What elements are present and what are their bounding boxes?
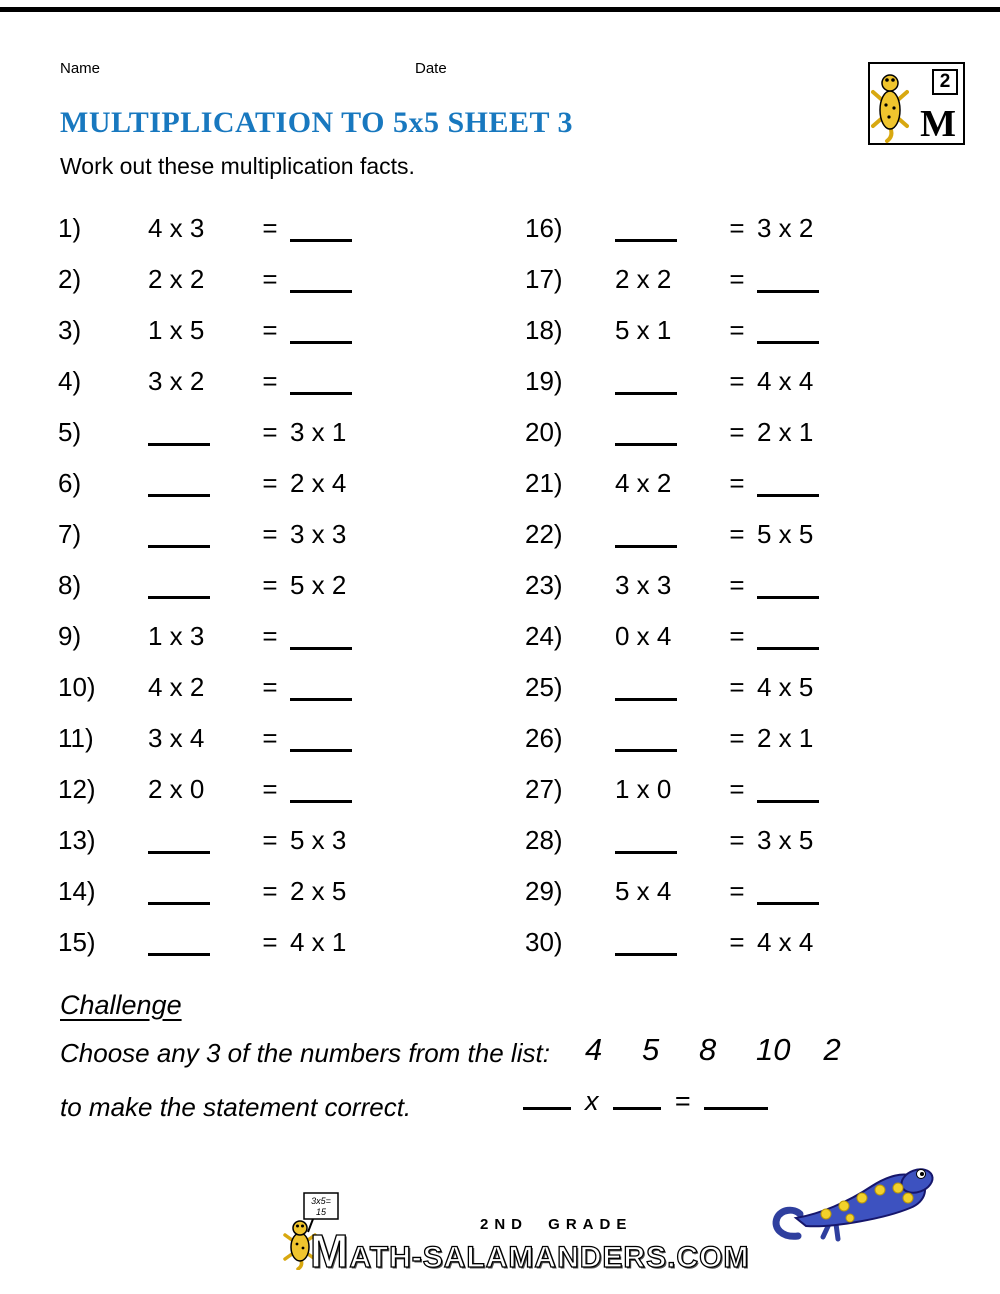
mascot-sign-line2: 15 xyxy=(315,1207,327,1217)
problem-number: 11) xyxy=(58,723,94,753)
left-slot xyxy=(148,774,250,805)
right-slot xyxy=(757,366,889,397)
answer-blank xyxy=(290,681,352,701)
problem-row xyxy=(58,662,422,713)
problem-row xyxy=(525,611,889,662)
problem-row xyxy=(58,764,422,815)
problem-row xyxy=(58,866,422,917)
expression: 2 x 2 xyxy=(148,264,205,294)
expression: 2 x 1 xyxy=(757,417,814,447)
left-slot xyxy=(615,468,717,499)
left-slot xyxy=(148,417,250,448)
answer-blank xyxy=(290,324,352,344)
right-slot xyxy=(290,723,422,754)
equals-sign: = xyxy=(262,723,278,753)
problem-number: 3) xyxy=(58,315,82,345)
mascot-sign-line1: 3x5= xyxy=(311,1196,331,1206)
problem-row xyxy=(525,560,889,611)
challenge-times-sign: x xyxy=(585,1086,599,1116)
left-slot xyxy=(615,366,717,397)
problem-row xyxy=(525,509,889,560)
left-slot xyxy=(615,774,717,805)
problem-row xyxy=(58,611,422,662)
expression: 4 x 4 xyxy=(757,366,814,396)
problem-number: 9) xyxy=(58,621,82,651)
right-slot xyxy=(757,723,889,754)
problem-row xyxy=(58,356,422,407)
equals-sign: = xyxy=(262,774,278,804)
answer-blank xyxy=(757,324,819,344)
right-slot xyxy=(290,621,422,652)
left-slot xyxy=(148,876,250,907)
answer-blank xyxy=(757,885,819,905)
expression: 1 x 5 xyxy=(148,315,205,345)
expression: 2 x 2 xyxy=(615,264,672,294)
problem-row xyxy=(58,407,422,458)
expression: 4 x 5 xyxy=(757,672,814,702)
answer-blank xyxy=(615,936,677,956)
challenge-blank-1 xyxy=(523,1090,571,1110)
left-slot xyxy=(148,672,250,703)
right-slot xyxy=(757,570,889,601)
equals-sign: = xyxy=(729,366,745,396)
problem-number: 1) xyxy=(58,213,82,243)
expression: 3 x 3 xyxy=(290,519,347,549)
left-slot xyxy=(148,315,250,346)
problem-row xyxy=(525,764,889,815)
right-slot xyxy=(290,825,422,856)
problem-row xyxy=(525,866,889,917)
equals-sign: = xyxy=(262,417,278,447)
equals-sign: = xyxy=(262,672,278,702)
left-slot xyxy=(148,825,250,856)
right-slot xyxy=(757,825,889,856)
date-label: Date xyxy=(415,60,447,77)
right-slot xyxy=(757,927,889,958)
grade-number-badge: 2 xyxy=(932,69,958,95)
left-slot xyxy=(148,264,250,295)
problem-number: 12) xyxy=(58,774,96,804)
problem-number: 2) xyxy=(58,264,82,294)
right-slot xyxy=(290,315,422,346)
left-slot xyxy=(615,927,717,958)
expression: 4 x 4 xyxy=(757,927,814,957)
answer-blank xyxy=(148,936,210,956)
math-salamanders-logo xyxy=(868,62,965,145)
problem-number: 14) xyxy=(58,876,96,906)
answer-blank xyxy=(615,834,677,854)
expression: 3 x 1 xyxy=(290,417,347,447)
left-slot xyxy=(615,570,717,601)
name-label: Name xyxy=(60,60,101,77)
right-slot xyxy=(290,519,422,550)
right-slot xyxy=(757,468,889,499)
right-slot xyxy=(757,213,889,244)
problem-number: 29) xyxy=(525,876,563,906)
left-slot xyxy=(615,315,717,346)
expression: 3 x 4 xyxy=(148,723,205,753)
problem-number: 27) xyxy=(525,774,563,804)
left-slot xyxy=(148,366,250,397)
equals-sign: = xyxy=(262,825,278,855)
equals-sign: = xyxy=(262,264,278,294)
challenge-equals-sign: = xyxy=(674,1086,691,1116)
equals-sign: = xyxy=(729,519,745,549)
left-slot xyxy=(148,570,250,601)
expression: 3 x 5 xyxy=(757,825,814,855)
expression: 4 x 2 xyxy=(148,672,205,702)
answer-blank xyxy=(148,834,210,854)
answer-blank xyxy=(290,375,352,395)
challenge-number-list xyxy=(585,1032,880,1068)
equals-sign: = xyxy=(729,672,745,702)
problem-number: 24) xyxy=(525,621,563,651)
answer-blank xyxy=(757,579,819,599)
problems-column-right xyxy=(525,203,889,968)
right-slot xyxy=(290,774,422,805)
left-slot xyxy=(615,213,717,244)
expression: 5 x 2 xyxy=(290,570,347,600)
right-slot xyxy=(290,213,422,244)
problem-number: 28) xyxy=(525,825,563,855)
left-slot xyxy=(615,825,717,856)
answer-blank xyxy=(757,477,819,497)
problem-row xyxy=(525,917,889,968)
challenge-number: 4 xyxy=(585,1032,603,1067)
expression: 4 x 1 xyxy=(290,927,347,957)
problem-number: 26) xyxy=(525,723,563,753)
right-slot xyxy=(757,621,889,652)
problem-row xyxy=(525,254,889,305)
problems-column-left xyxy=(58,203,422,968)
problem-row xyxy=(525,203,889,254)
problem-number: 21) xyxy=(525,468,563,498)
expression: 5 x 5 xyxy=(757,519,814,549)
equals-sign: = xyxy=(729,825,745,855)
expression: 2 x 4 xyxy=(290,468,347,498)
equals-sign: = xyxy=(262,927,278,957)
equals-sign: = xyxy=(729,570,745,600)
right-slot xyxy=(757,315,889,346)
left-slot xyxy=(615,519,717,550)
problem-row xyxy=(58,917,422,968)
expression: 3 x 2 xyxy=(757,213,814,243)
left-slot xyxy=(615,621,717,652)
answer-blank xyxy=(615,681,677,701)
answer-blank xyxy=(615,732,677,752)
answer-blank xyxy=(615,375,677,395)
expression: 3 x 3 xyxy=(615,570,672,600)
problem-number: 20) xyxy=(525,417,563,447)
answer-blank xyxy=(148,528,210,548)
problem-row xyxy=(58,305,422,356)
problems-area xyxy=(58,203,889,968)
equals-sign: = xyxy=(729,264,745,294)
answer-blank xyxy=(148,477,210,497)
challenge-number: 5 xyxy=(642,1032,660,1067)
salamander-icon xyxy=(871,67,909,145)
instructions-text: Work out these multiplication facts. xyxy=(60,153,415,179)
site-wordmark-rest: ATH-SALAMANDERS.COM xyxy=(349,1241,750,1274)
right-slot xyxy=(290,570,422,601)
site-wordmark xyxy=(310,1225,750,1277)
problem-row xyxy=(525,458,889,509)
answer-blank xyxy=(615,222,677,242)
challenge-number: 8 xyxy=(699,1032,717,1067)
expression: 5 x 1 xyxy=(615,315,672,345)
answer-blank xyxy=(290,732,352,752)
challenge-number: 10 xyxy=(756,1032,791,1067)
right-slot xyxy=(757,417,889,448)
left-slot xyxy=(148,468,250,499)
problem-number: 13) xyxy=(58,825,96,855)
equals-sign: = xyxy=(729,315,745,345)
equals-sign: = xyxy=(729,876,745,906)
right-slot xyxy=(290,417,422,448)
challenge-line2: to make the statement correct. xyxy=(60,1092,412,1122)
answer-blank xyxy=(290,783,352,803)
left-slot xyxy=(148,927,250,958)
answer-blank xyxy=(290,630,352,650)
problem-row xyxy=(525,713,889,764)
left-slot xyxy=(615,264,717,295)
right-slot xyxy=(757,672,889,703)
expression: 2 x 0 xyxy=(148,774,205,804)
problem-row xyxy=(58,203,422,254)
problem-row xyxy=(58,509,422,560)
right-slot xyxy=(290,264,422,295)
problem-number: 18) xyxy=(525,315,563,345)
page-title: MULTIPLICATION TO 5x5 SHEET 3 xyxy=(60,106,573,139)
site-wordmark-initial: M xyxy=(310,1225,350,1277)
equals-sign: = xyxy=(729,213,745,243)
expression: 4 x 2 xyxy=(615,468,672,498)
challenge-heading: Challenge xyxy=(60,990,182,1020)
expression: 4 x 3 xyxy=(148,213,205,243)
left-slot xyxy=(148,723,250,754)
problem-number: 19) xyxy=(525,366,563,396)
answer-blank xyxy=(148,579,210,599)
equals-sign: = xyxy=(262,570,278,600)
challenge-number: 2 xyxy=(823,1032,841,1067)
challenge-line1: Choose any 3 of the numbers from the list: xyxy=(60,1038,550,1068)
left-slot xyxy=(615,417,717,448)
problem-number: 7) xyxy=(58,519,82,549)
problem-number: 15) xyxy=(58,927,96,957)
problem-number: 23) xyxy=(525,570,563,600)
problem-row xyxy=(525,662,889,713)
problem-row xyxy=(525,356,889,407)
right-slot xyxy=(757,519,889,550)
expression: 1 x 3 xyxy=(148,621,205,651)
expression: 5 x 3 xyxy=(290,825,347,855)
equals-sign: = xyxy=(262,519,278,549)
equals-sign: = xyxy=(729,468,745,498)
problem-row xyxy=(58,560,422,611)
equals-sign: = xyxy=(262,468,278,498)
expression: 5 x 4 xyxy=(615,876,672,906)
answer-blank xyxy=(615,528,677,548)
problem-row xyxy=(525,305,889,356)
right-slot xyxy=(757,876,889,907)
expression: 1 x 0 xyxy=(615,774,672,804)
equals-sign: = xyxy=(729,927,745,957)
problem-row xyxy=(525,815,889,866)
problem-number: 25) xyxy=(525,672,563,702)
problem-number: 4) xyxy=(58,366,82,396)
left-slot xyxy=(615,876,717,907)
answer-blank xyxy=(757,783,819,803)
left-slot xyxy=(148,213,250,244)
equals-sign: = xyxy=(262,315,278,345)
problem-row xyxy=(58,713,422,764)
left-slot xyxy=(148,519,250,550)
problem-row xyxy=(525,407,889,458)
problem-number: 10) xyxy=(58,672,96,702)
equals-sign: = xyxy=(729,621,745,651)
grade-caption: 2ND GRADE xyxy=(480,1216,633,1233)
equals-sign: = xyxy=(262,213,278,243)
problem-number: 22) xyxy=(525,519,563,549)
answer-blank xyxy=(757,630,819,650)
answer-blank xyxy=(615,426,677,446)
problem-number: 16) xyxy=(525,213,563,243)
left-slot xyxy=(148,621,250,652)
blue-salamander-icon xyxy=(770,1148,942,1250)
answer-blank xyxy=(148,885,210,905)
expression: 2 x 5 xyxy=(290,876,347,906)
right-slot xyxy=(290,876,422,907)
answer-blank xyxy=(290,222,352,242)
problem-row xyxy=(58,458,422,509)
equals-sign: = xyxy=(262,621,278,651)
answer-blank xyxy=(148,426,210,446)
right-slot xyxy=(290,927,422,958)
challenge-equation xyxy=(523,1086,768,1117)
top-border-rule xyxy=(0,7,1000,12)
problem-number: 5) xyxy=(58,417,82,447)
answer-blank xyxy=(290,273,352,293)
left-slot xyxy=(615,723,717,754)
problem-row xyxy=(58,254,422,305)
expression: 2 x 1 xyxy=(757,723,814,753)
problem-number: 6) xyxy=(58,468,82,498)
expression: 0 x 4 xyxy=(615,621,672,651)
expression: 3 x 2 xyxy=(148,366,205,396)
challenge-blank-2 xyxy=(613,1090,661,1110)
problem-number: 17) xyxy=(525,264,563,294)
problem-row xyxy=(58,815,422,866)
equals-sign: = xyxy=(729,774,745,804)
equals-sign: = xyxy=(262,366,278,396)
logo-m-letter: M xyxy=(920,103,956,145)
answer-blank xyxy=(757,273,819,293)
right-slot xyxy=(290,366,422,397)
right-slot xyxy=(757,264,889,295)
challenge-blank-3 xyxy=(704,1090,768,1110)
equals-sign: = xyxy=(729,723,745,753)
equals-sign: = xyxy=(262,876,278,906)
problem-number: 8) xyxy=(58,570,82,600)
problem-number: 30) xyxy=(525,927,563,957)
equals-sign: = xyxy=(729,417,745,447)
right-slot xyxy=(290,672,422,703)
left-slot xyxy=(615,672,717,703)
right-slot xyxy=(290,468,422,499)
right-slot xyxy=(757,774,889,805)
